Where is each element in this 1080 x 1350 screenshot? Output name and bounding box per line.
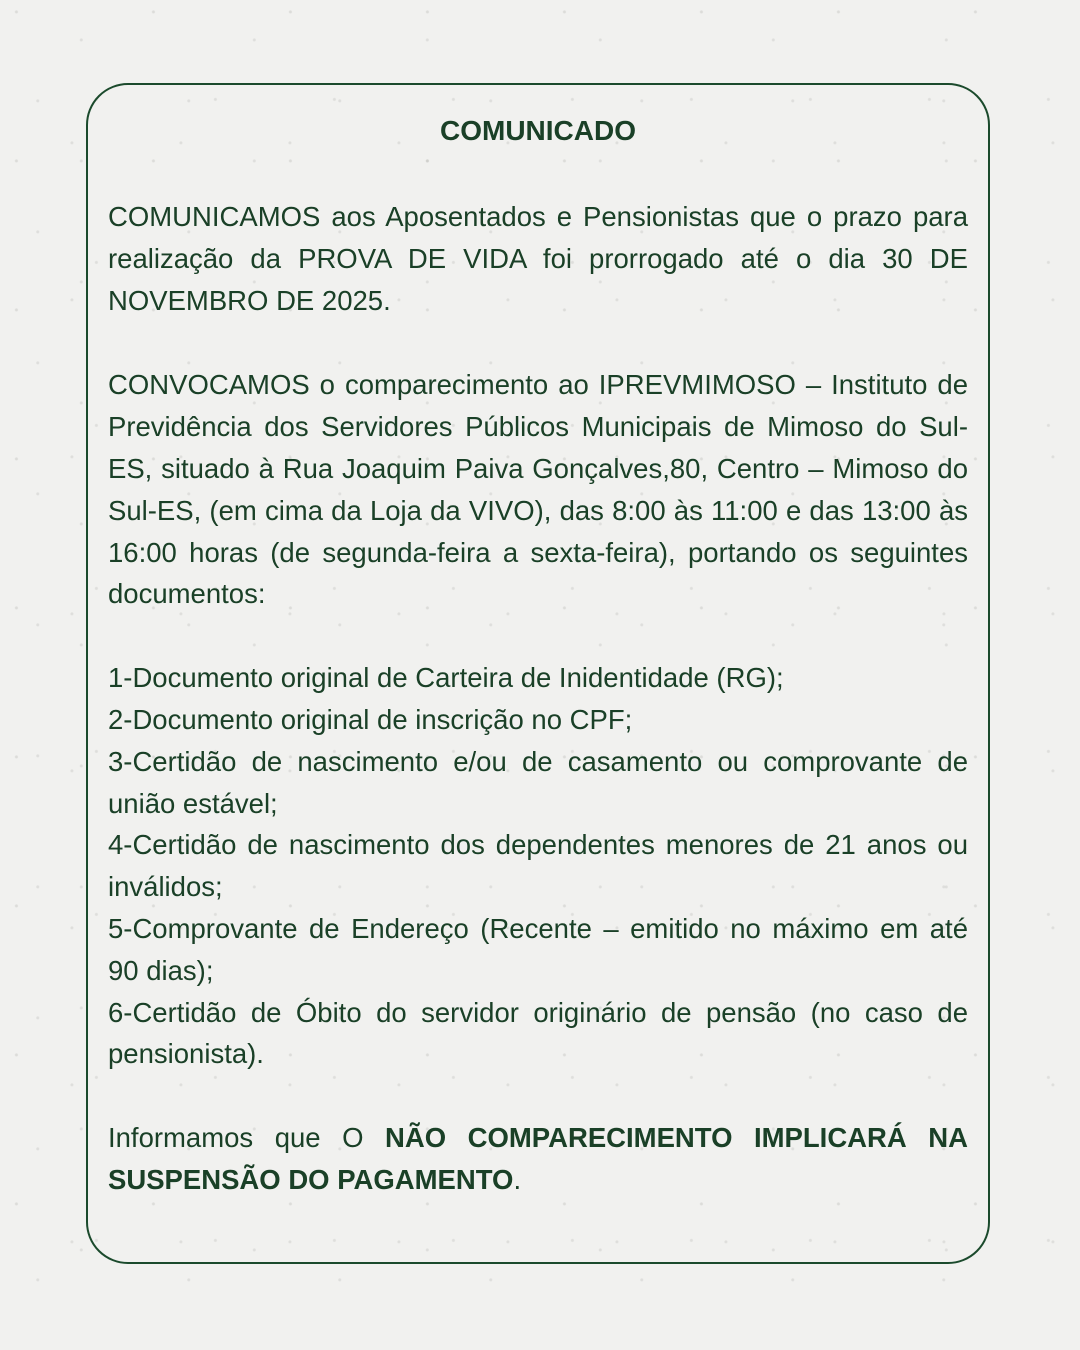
closing-suffix: . — [513, 1163, 522, 1195]
list-item: 6-Certidão de Óbito do servidor originário de pensão (no caso de pensionista). — [108, 996, 968, 1070]
list-item: 2-Documento original de inscrição no CPF; — [108, 703, 633, 735]
notice-card — [86, 83, 990, 1264]
list-item: 4-Certidão de nascimento dos dependentes menores de 21 anos ou inválidos; — [108, 829, 968, 903]
notice-title: COMUNICADO — [440, 115, 636, 146]
list-item: 1-Documento original de Carteira de Inidentidade (RG); — [108, 662, 784, 694]
list-item: 5-Comprovante de Endereço (Recente – emitido no máximo em até 90 dias); — [108, 912, 968, 986]
list-item: 3-Certidão de nascimento e/ou de casamento ou comprovante de união estável; — [108, 745, 968, 819]
notice-paragraph-extension: COMUNICAMOS aos Aposentados e Pensionistas que o prazo para realização da PROVA DE VIDA foi prorrogado até o dia 30 DE NOVEMBRO DE 2025. — [108, 201, 968, 316]
notice-paragraph-convocation: CONVOCAMOS o comparecimento ao IPREVMIMOSO – Instituto de Previdência dos Servidores Públicos Municipais de Mimoso do Sul-ES, situado à Rua Joaquim Paiva Gonçalves,80, Centro – Mimoso do Sul-ES, (em cima da Loja da VIVO), das 8:00 às 11:00 e das 13:00 às 16:00 horas (de segunda-feira a sexta-feira), portando os seguintes documentos: — [108, 369, 968, 610]
closing-warning: NÃO COMPARECIMENTO IMPLICARÁ NA SUSPENSÃO DO PAGAMENTO — [108, 1122, 968, 1195]
closing-prefix: Informamos que O — [108, 1122, 386, 1154]
notice-closing — [108, 1117, 968, 1201]
documents-list — [108, 657, 968, 1075]
